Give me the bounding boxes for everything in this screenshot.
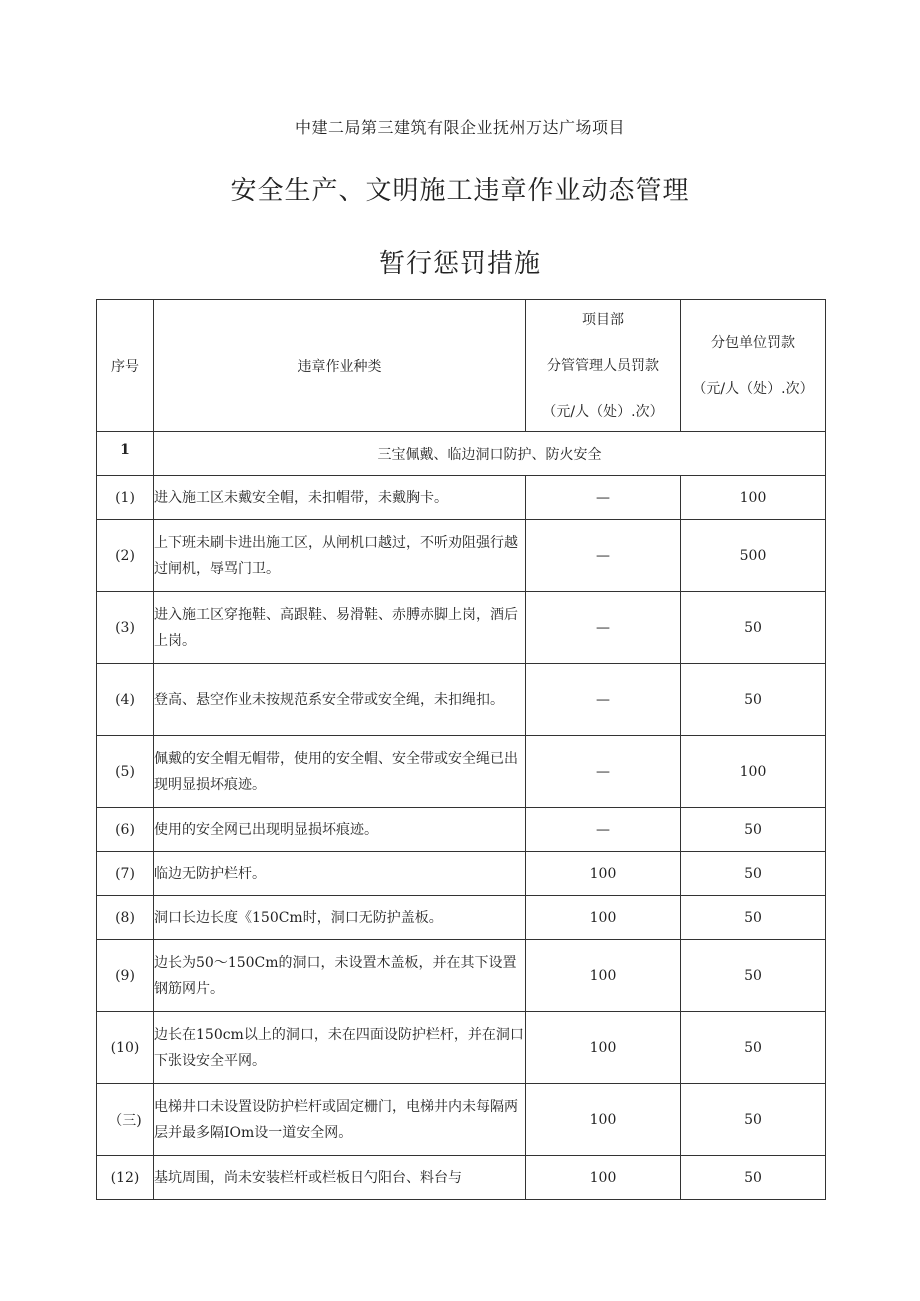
row-no: (10): [97, 1012, 154, 1084]
row-dept-fine: —: [526, 808, 681, 852]
row-desc: 佩戴的安全帽无帽带，使用的安全帽、安全带或安全绳已出现明显损坏痕迹。: [154, 736, 526, 808]
header-dept-fine: [526, 300, 681, 432]
row-dept-fine: 100: [526, 896, 681, 940]
row-no: (3): [97, 592, 154, 664]
row-desc: 电梯井口未设置设防护栏杆或固定栅门，电梯井内未每隔两层并最多隔IOm设一道安全网。: [154, 1084, 526, 1156]
row-no: (8): [97, 896, 154, 940]
row-sub-fine: 50: [681, 852, 826, 896]
document-subtitle: 暂行惩罚措施: [378, 249, 541, 279]
row-sub-fine: 50: [681, 1012, 826, 1084]
row-no: (12): [97, 1156, 154, 1200]
row-desc: 进入施工区未戴安全帽，未扣帽带，未戴胸卡。: [154, 476, 526, 520]
table-row: [97, 1012, 826, 1084]
row-desc: 上下班未刷卡进出施工区，从闸机口越过，不听劝阻强行越过闸机，辱骂门卫。: [154, 520, 526, 592]
section-row: [97, 432, 826, 476]
penalty-table: [96, 299, 826, 1200]
row-dept-fine: 100: [526, 1156, 681, 1200]
table-row: [97, 592, 826, 664]
row-sub-fine: 50: [681, 592, 826, 664]
header-no: 序号: [97, 300, 154, 432]
table-row: [97, 476, 826, 520]
row-sub-fine: 100: [681, 476, 826, 520]
row-desc: 使用的安全网已出现明显损坏痕迹。: [154, 808, 526, 852]
row-no: (1): [97, 476, 154, 520]
row-no: （三): [97, 1084, 154, 1156]
table-row: [97, 940, 826, 1012]
row-desc: 洞口长边长度《150Cm时，洞口无防护盖板。: [154, 896, 526, 940]
row-dept-fine: 100: [526, 940, 681, 1012]
header-category: 违章作业种类: [154, 300, 526, 432]
row-dept-fine: —: [526, 476, 681, 520]
header-sub-line2: （元/人（处）.次）: [692, 380, 814, 397]
row-sub-fine: 50: [681, 664, 826, 736]
row-no: (6): [97, 808, 154, 852]
row-sub-fine: 50: [681, 1156, 826, 1200]
row-desc: 边长为50～150Cm的洞口，未设置木盖板，并在其下设置钢筋网片。: [154, 940, 526, 1012]
row-no: (2): [97, 520, 154, 592]
section-title: 三宝佩戴、临边洞口防护、防火安全: [154, 432, 826, 476]
header-dept-line2: 分管管理人员罚款: [547, 357, 659, 374]
row-desc: 进入施工区穿拖鞋、高跟鞋、易滑鞋、赤膊赤脚上岗，酒后上岗。: [154, 592, 526, 664]
row-dept-fine: 100: [526, 1012, 681, 1084]
row-sub-fine: 50: [681, 808, 826, 852]
row-no: (7): [97, 852, 154, 896]
table-row: [97, 808, 826, 852]
table-row: [97, 520, 826, 592]
row-desc: 临边无防护栏杆。: [154, 852, 526, 896]
row-dept-fine: —: [526, 592, 681, 664]
row-desc: 边长在150cm以上的洞口，未在四面设防护栏杆，并在洞口下张设安全平网。: [154, 1012, 526, 1084]
row-sub-fine: 100: [681, 736, 826, 808]
row-dept-fine: —: [526, 664, 681, 736]
row-dept-fine: —: [526, 520, 681, 592]
table-row: [97, 896, 826, 940]
row-desc: 登高、悬空作业未按规范系安全带或安全绳，未扣绳扣。: [154, 664, 526, 736]
header-dept-line3: （元/人（处）.次）: [542, 403, 664, 420]
table-row: [97, 1156, 826, 1200]
row-dept-fine: —: [526, 736, 681, 808]
section-no: 1: [97, 432, 154, 476]
row-dept-fine: 100: [526, 1084, 681, 1156]
table-row: [97, 852, 826, 896]
row-sub-fine: 50: [681, 940, 826, 1012]
table-row: [97, 1084, 826, 1156]
table-row: [97, 736, 826, 808]
header-dept-line1: 项目部: [582, 311, 624, 328]
row-no: (5): [97, 736, 154, 808]
table-row: [97, 664, 826, 736]
document-title: 安全生产、文明施工违章作业动态管理: [230, 176, 690, 206]
table-header-row: [97, 300, 826, 432]
row-sub-fine: 50: [681, 1084, 826, 1156]
row-sub-fine: 500: [681, 520, 826, 592]
row-no: (9): [97, 940, 154, 1012]
row-sub-fine: 50: [681, 896, 826, 940]
header-sub-fine: [681, 300, 826, 432]
header-sub-line1: 分包单位罚款: [711, 334, 795, 351]
company-header: 中建二局第三建筑有限企业抚州万达广场项目: [294, 118, 625, 137]
row-no: (4): [97, 664, 154, 736]
row-dept-fine: 100: [526, 852, 681, 896]
row-desc: 基坑周围，尚未安装栏杆或栏板日勺阳台、料台与: [154, 1156, 526, 1200]
